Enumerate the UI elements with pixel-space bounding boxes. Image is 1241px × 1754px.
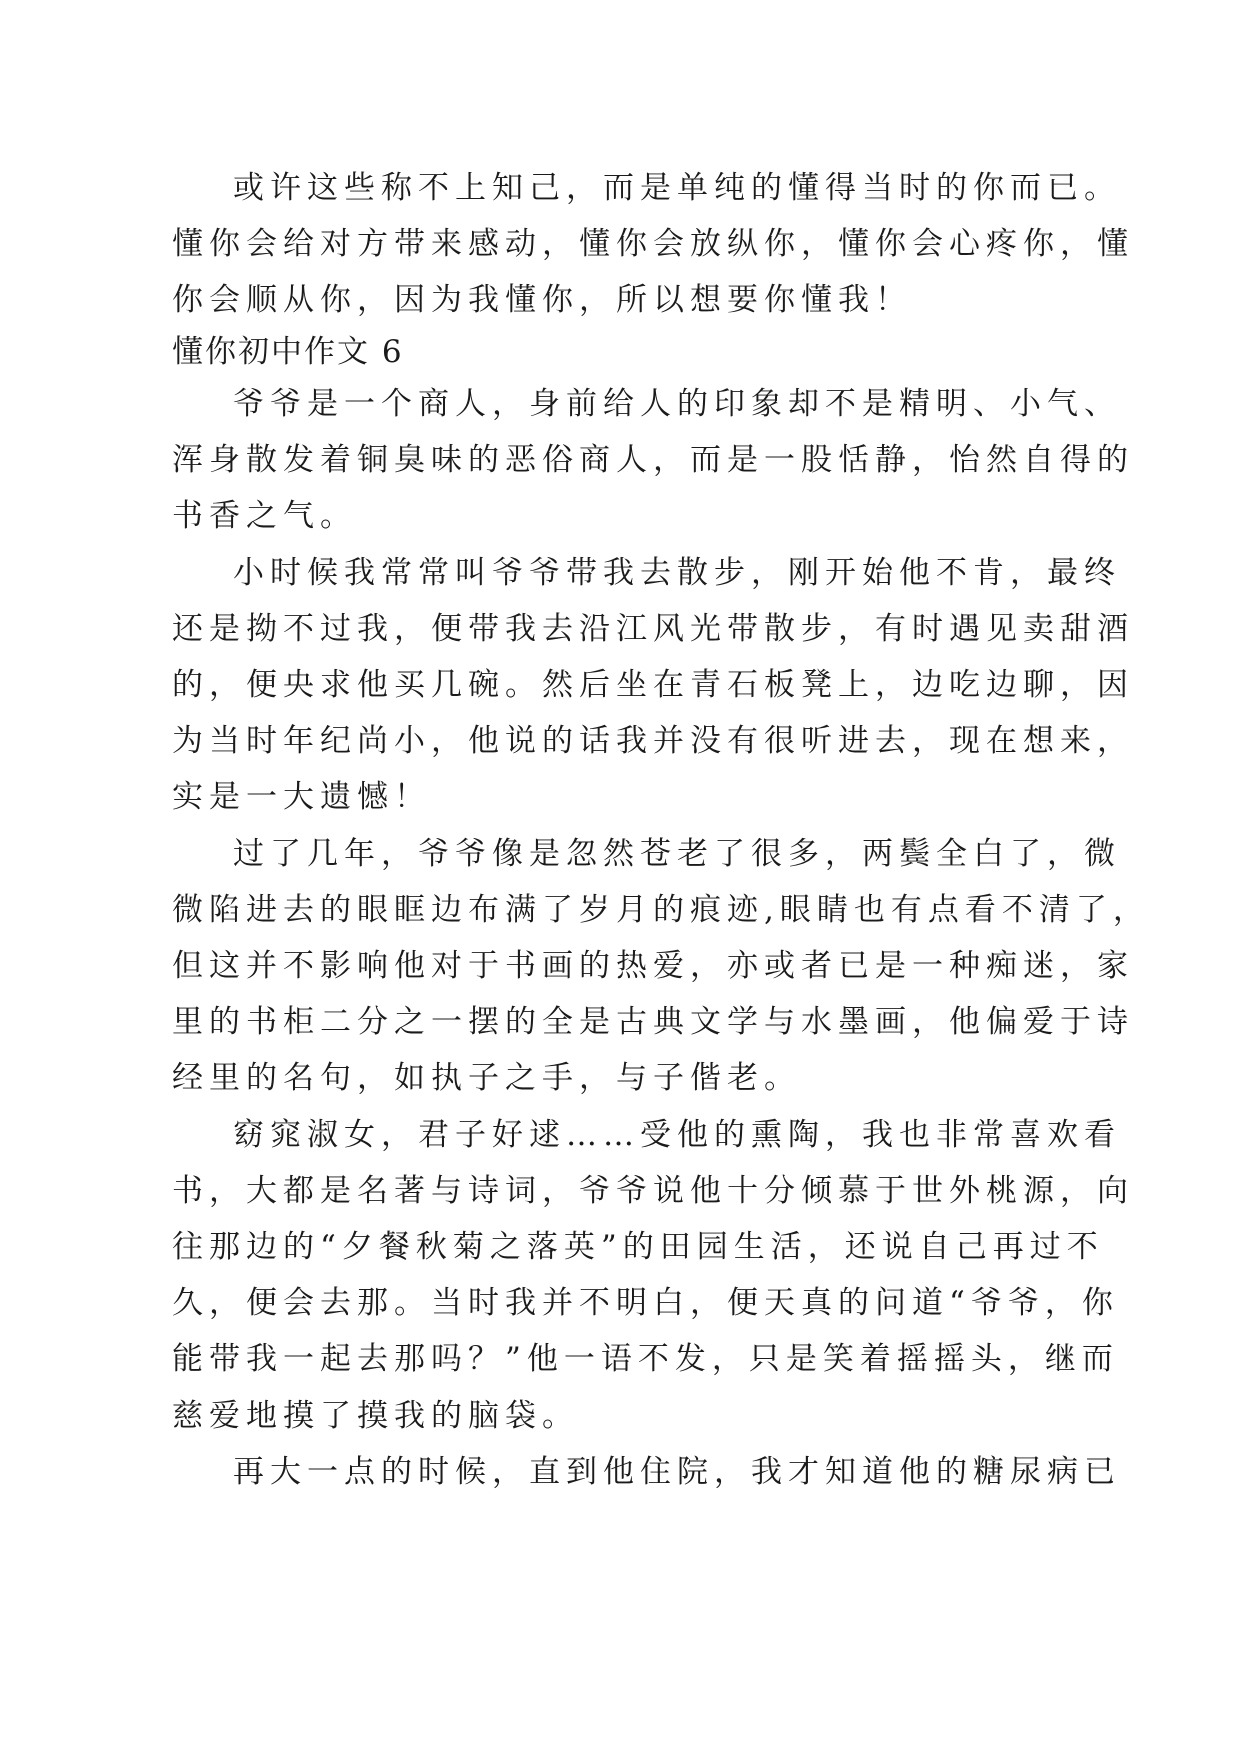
text-line: 小时候我常常叫爷爷带我去散步，刚开始他不肯，最终 xyxy=(233,555,1121,591)
text-line: 经里的名句，如执子之手，与子偕老。 xyxy=(172,1060,801,1096)
text-line: 里的书柜二分之一摆的全是古典文学与水墨画，他偏爱于诗 xyxy=(172,1004,1134,1040)
text-line: 慈爱地摸了摸我的脑袋。 xyxy=(172,1398,579,1434)
text-line: 实是一大遗憾！ xyxy=(172,779,431,815)
text-line: 为当时年纪尚小，他说的话我并没有很听进去，现在想来， xyxy=(172,723,1134,759)
text-line: 过了几年，爷爷像是忽然苍老了很多，两鬓全白了，微 xyxy=(233,836,1121,872)
text-line: 久，便会去那。当时我并不明白，便天真的问道“爷爷，你 xyxy=(172,1285,1119,1321)
text-line: 浑身散发着铜臭味的恶俗商人，而是一股恬静，怡然自得的 xyxy=(172,442,1134,478)
text-line: 微陷进去的眼眶边布满了岁月的痕迹,眼睛也有点看不清了， xyxy=(172,892,1150,928)
section-heading: 懂你初中作文 6 xyxy=(172,334,404,370)
text-line: 懂你会给对方带来感动，懂你会放纵你，懂你会心疼你，懂 xyxy=(172,226,1134,262)
text-line: 爷爷是一个商人，身前给人的印象却不是精明、小气、 xyxy=(233,386,1121,422)
text-line: 书香之气。 xyxy=(172,498,357,534)
text-line: 书，大都是名著与诗词，爷爷说他十分倾慕于世外桃源，向 xyxy=(172,1173,1134,1209)
text-line: 或许这些称不上知己，而是单纯的懂得当时的你而已。 xyxy=(233,170,1121,206)
text-line: 的，便央求他买几碗。然后坐在青石板凳上，边吃边聊，因 xyxy=(172,667,1134,703)
text-line: 窈窕淑女，君子好逑……受他的熏陶，我也非常喜欢看 xyxy=(233,1117,1121,1153)
text-line: 再大一点的时候，直到他住院，我才知道他的糖尿病已 xyxy=(233,1454,1121,1490)
text-line: 能带我一起去那吗？”他一语不发，只是笑着摇摇头，继而 xyxy=(172,1341,1119,1377)
text-line: 你会顺从你，因为我懂你，所以想要你懂我！ xyxy=(172,282,912,318)
text-line: 但这并不影响他对于书画的热爱，亦或者已是一种痴迷，家 xyxy=(172,948,1134,984)
text-line: 还是拗不过我，便带我去沿江风光带散步，有时遇见卖甜酒 xyxy=(172,611,1134,647)
text-line: 往那边的“夕餐秋菊之落英”的田园生活，还说自己再过不 xyxy=(172,1229,1104,1265)
